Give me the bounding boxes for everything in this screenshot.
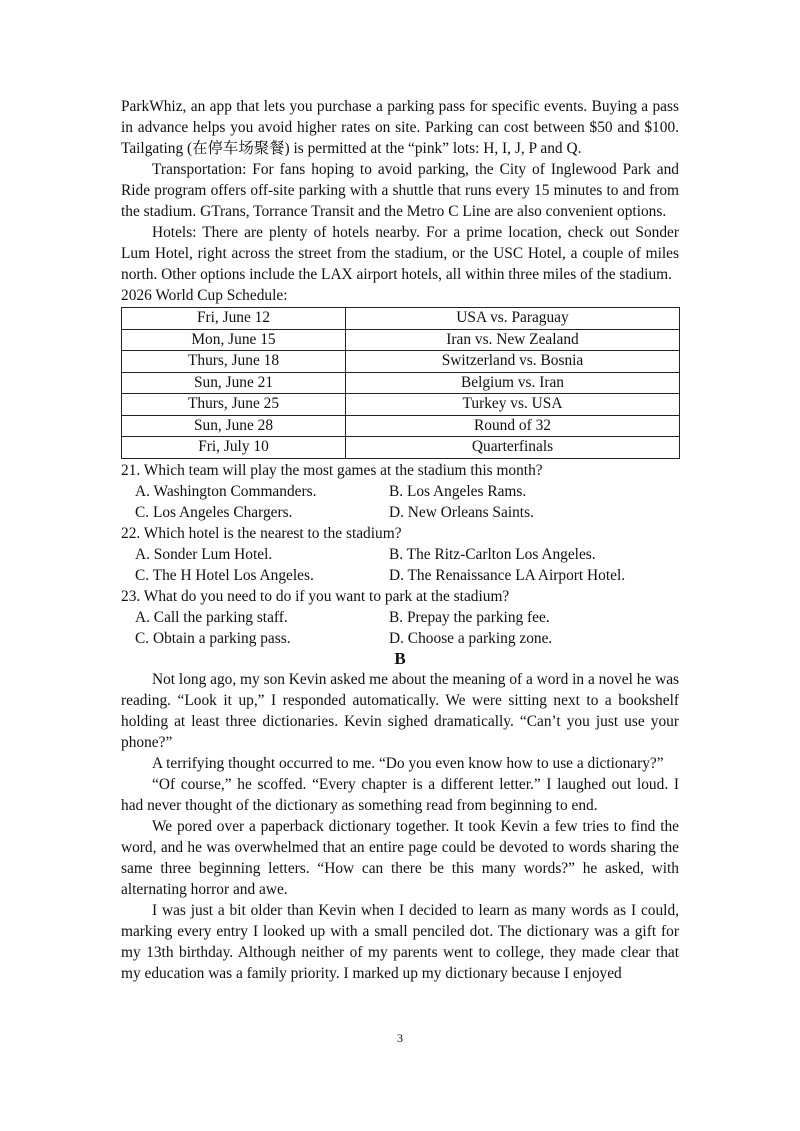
option-b[interactable]: B. Los Angeles Rams.	[389, 482, 527, 500]
page-content	[121, 96, 679, 984]
schedule-title: 2026 World Cup Schedule:	[121, 287, 288, 304]
option-b[interactable]: B. Prepay the parking fee.	[389, 608, 550, 626]
option-c[interactable]: C. Obtain a parking pass.	[135, 629, 291, 647]
schedule-match: Switzerland vs. Bosnia	[346, 351, 680, 373]
option-d[interactable]: D. New Orleans Saints.	[389, 503, 534, 521]
option-b[interactable]: B. The Ritz-Carlton Los Angeles.	[389, 545, 596, 563]
table-row	[122, 372, 680, 394]
section-heading: B	[394, 648, 406, 668]
passage-b-paragraph: I was just a bit older than Kevin when I decided to learn as many words as I could, marking every entry I looked up with a small penciled dot. The dictionary was a gift for my 13th birthday. Although neither of my parents went to college, they made clear that my education was a family priority. I marked up my dictionary because I enjoyed	[121, 901, 679, 982]
passage-b-paragraph: “Of course,” he scoffed. “Every chapter is a different letter.” I laughed out loud. I had never thought of the dictionary as something read from beginning to end.	[121, 775, 679, 814]
schedule-date: Sun, June 28	[122, 415, 346, 437]
question-stem: 21. Which team will play the most games at the stadium this month?	[121, 461, 543, 479]
table-row	[122, 308, 680, 330]
parking-paragraph: ParkWhiz, an app that lets you purchase a parking pass for specific events. Buying a pass in advance helps you avoid higher rates on site. Parking can cost between $50 and $100. Tailgating (在停车场聚餐) is permitted at the “pink” lots: H, I, J, P and Q.	[121, 98, 679, 157]
passage-b-paragraph: Not long ago, my son Kevin asked me about the meaning of a word in a novel he was reading. “Look it up,” I responded automatically. We were sitting next to a bookshelf holding at least three dictionaries. Kevin sighed dramatically. “Can’t you just use your phone?”	[121, 670, 680, 751]
option-a[interactable]: A. Washington Commanders.	[135, 482, 317, 500]
option-row	[121, 565, 679, 586]
option-row	[121, 544, 679, 565]
question-23	[121, 586, 679, 649]
schedule-date: Thurs, June 18	[122, 351, 346, 373]
schedule-match: Turkey vs. USA	[346, 394, 680, 416]
schedule-match: Round of 32	[346, 415, 680, 437]
schedule-date: Sun, June 21	[122, 372, 346, 394]
schedule-match: Iran vs. New Zealand	[346, 329, 680, 351]
schedule-table	[121, 307, 680, 459]
option-d[interactable]: D. Choose a parking zone.	[389, 629, 553, 647]
option-row	[121, 481, 679, 502]
page-number: 3	[397, 1031, 403, 1045]
question-stem: 23. What do you need to do if you want to park at the stadium?	[121, 587, 510, 605]
schedule-match: Belgium vs. Iran	[346, 372, 680, 394]
question-21	[121, 460, 679, 523]
transportation-paragraph: Transportation: For fans hoping to avoid parking, the City of Inglewood Park and Ride program offers off-site parking with a shuttle that runs every 15 minutes to and from the stadium. GTrans, Torrance Transit and the Metro C Line are also convenient options.	[121, 161, 679, 220]
option-row	[121, 607, 679, 628]
option-row	[121, 628, 679, 649]
table-row	[122, 437, 680, 459]
table-row	[122, 394, 680, 416]
option-a[interactable]: A. Call the parking staff.	[135, 608, 288, 626]
option-d[interactable]: D. The Renaissance LA Airport Hotel.	[389, 566, 626, 584]
option-a[interactable]: A. Sonder Lum Hotel.	[135, 545, 273, 563]
schedule-date: Mon, June 15	[122, 329, 346, 351]
question-stem: 22. Which hotel is the nearest to the stadium?	[121, 524, 402, 542]
table-row	[122, 351, 680, 373]
passage-b-paragraph: We pored over a paperback dictionary together. It took Kevin a few tries to find the word, and he was overwhelmed that an entire page could be devoted to words sharing the same three beginning letters. “How can there be this many words?” he asked, with alternating horror and awe.	[121, 817, 679, 898]
option-c[interactable]: C. The H Hotel Los Angeles.	[135, 566, 314, 584]
schedule-match: USA vs. Paraguay	[346, 308, 680, 330]
table-row	[122, 415, 680, 437]
passage-b-paragraph: A terrifying thought occurred to me. “Do you even know how to use a dictionary?”	[152, 754, 664, 772]
hotels-paragraph: Hotels: There are plenty of hotels nearby. For a prime location, check out Sonder Lum Hotel, right across the street from the stadium, or the USC Hotel, a couple of miles north. Other options include the LAX airport hotels, all within three miles of the stadium.	[121, 224, 679, 283]
table-row	[122, 329, 680, 351]
option-c[interactable]: C. Los Angeles Chargers.	[135, 503, 293, 521]
schedule-match: Quarterfinals	[346, 437, 680, 459]
schedule-date: Fri, June 12	[122, 308, 346, 330]
option-row	[121, 502, 679, 523]
question-22	[121, 523, 679, 586]
schedule-date: Thurs, June 25	[122, 394, 346, 416]
schedule-date: Fri, July 10	[122, 437, 346, 459]
